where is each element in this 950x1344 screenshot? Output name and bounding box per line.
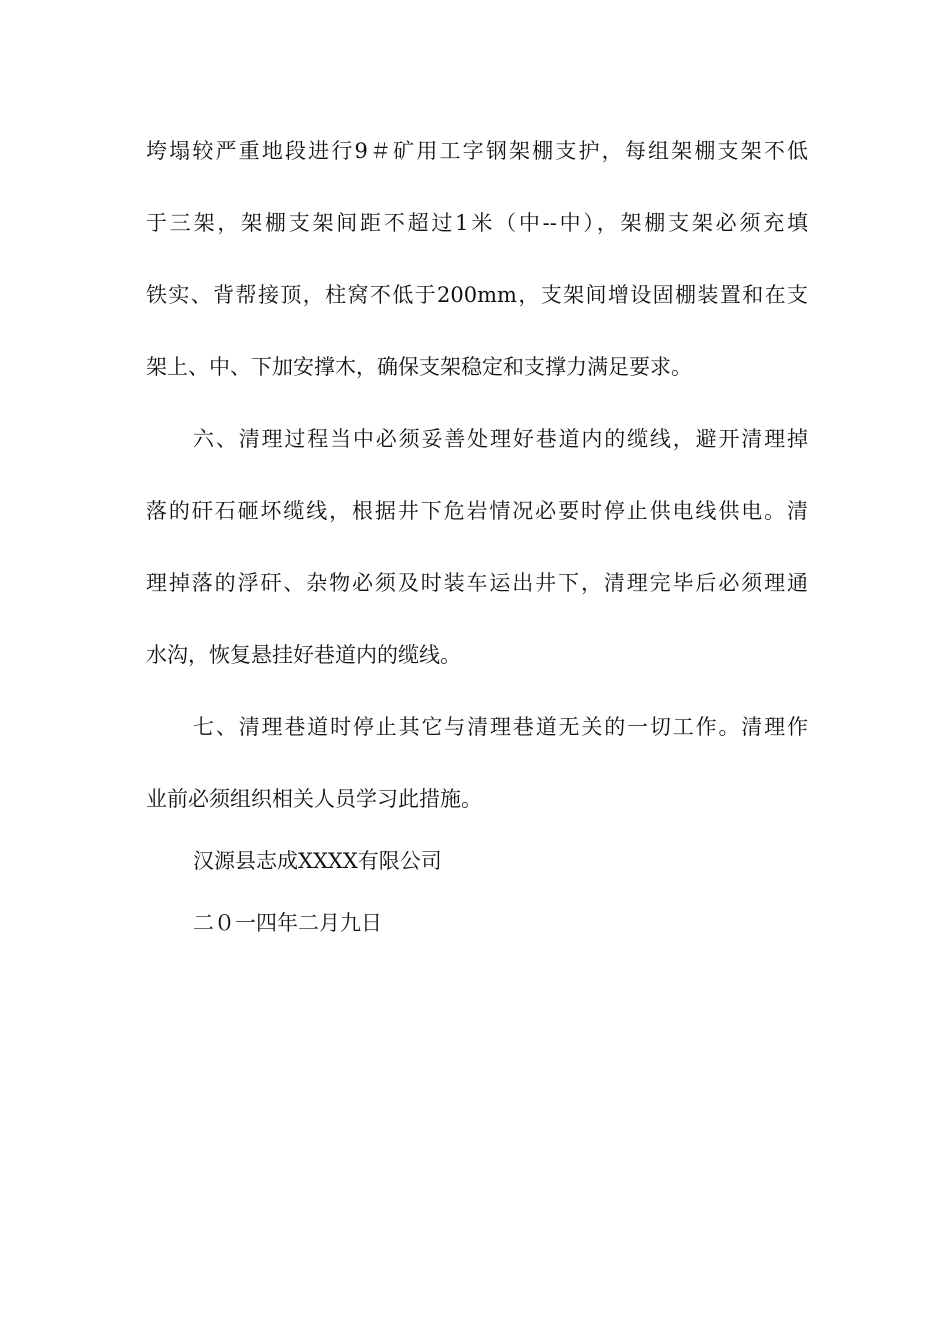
signature-company: 汉源县志成XXXX有限公司: [193, 849, 442, 873]
paragraph-6-line-1: 六、清理过程当中必须妥善处理好巷道内的缆线，避开清理掉: [193, 427, 808, 451]
paragraph-5-line-2: 于三架，架棚支架间距不超过1米（中--中），架棚支架必须充填: [146, 211, 808, 235]
paragraph-6-line-4: 水沟，恢复悬挂好巷道内的缆线。: [146, 643, 461, 667]
paragraph-5-line-1: 垮塌较严重地段进行9＃矿用工字钢架棚支护，每组架棚支架不低: [146, 139, 808, 163]
paragraph-5-line-4: 架上、中、下加安撑木，确保支架稳定和支撑力满足要求。: [146, 355, 692, 379]
signature-date: 二０一四年二月九日: [193, 911, 382, 935]
paragraph-5-line-3: 铁实、背帮接顶，柱窝不低于200mm，支架间增设固棚装置和在支: [146, 283, 808, 307]
paragraph-7-line-1: 七、清理巷道时停止其它与清理巷道无关的一切工作。清理作: [193, 715, 808, 739]
paragraph-7-line-2: 业前必须组织相关人员学习此措施。: [146, 787, 482, 811]
paragraph-6-line-3: 理掉落的浮矸、杂物必须及时装车运出井下，清理完毕后必须理通: [146, 571, 808, 595]
paragraph-6-line-2: 落的矸石砸坏缆线，根据井下危岩情况必要时停止供电线供电。清: [146, 499, 808, 523]
